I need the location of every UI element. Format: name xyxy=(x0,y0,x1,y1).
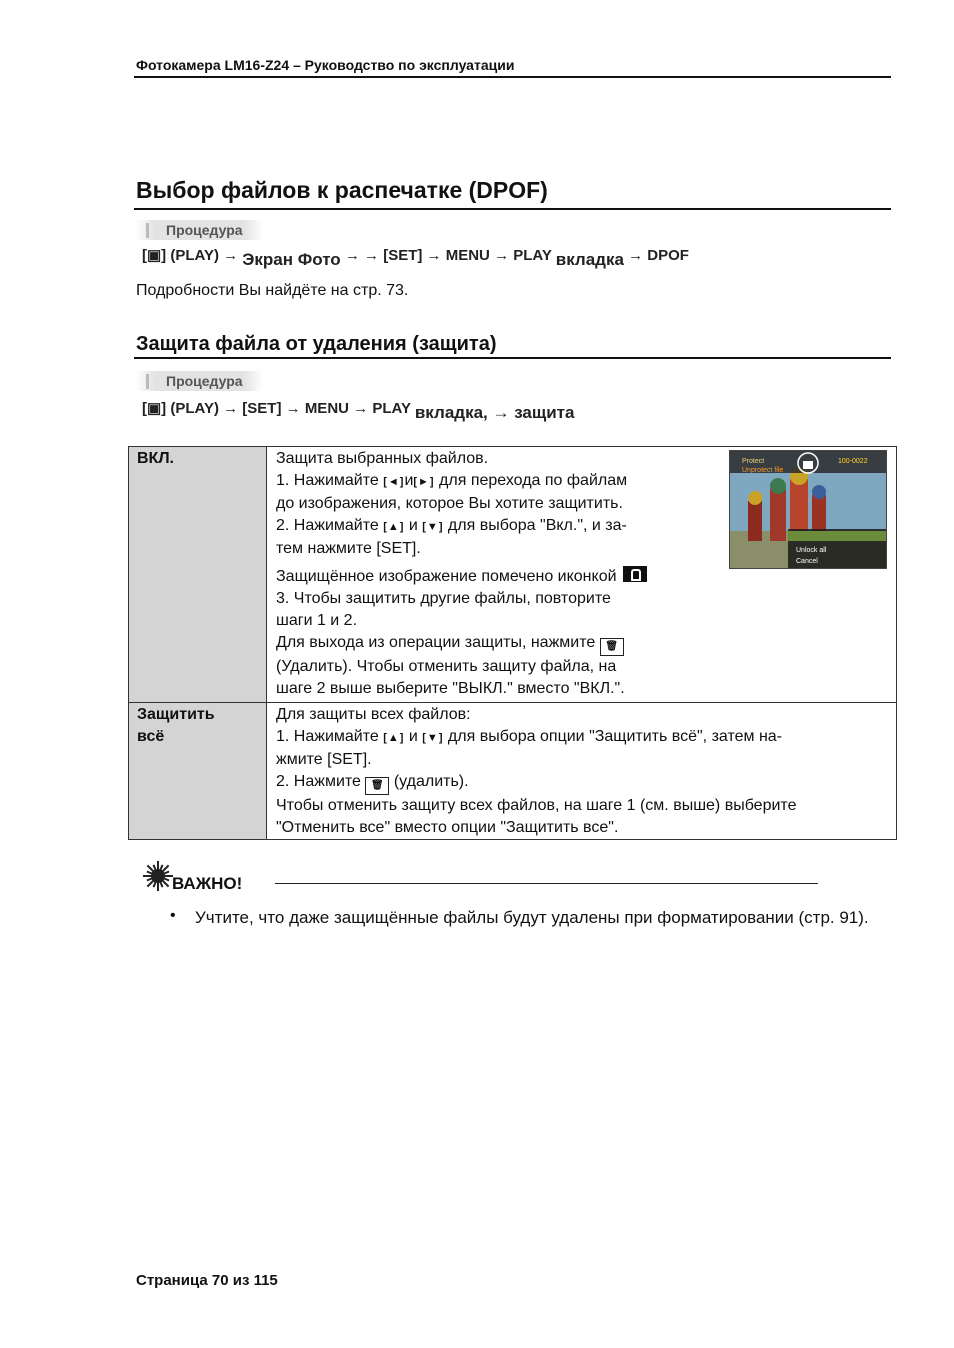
text-line: Для защиты всех файлов: xyxy=(276,706,471,723)
table-row xyxy=(129,703,897,840)
text-line: жмите [SET]. xyxy=(276,751,372,768)
row-label-text: всё xyxy=(137,728,165,745)
trash-icon: 🗑 xyxy=(600,638,624,656)
row-description xyxy=(267,703,897,840)
path-step: [▣] (PLAY) xyxy=(142,247,219,264)
row-label-text: Защитить xyxy=(137,706,215,723)
text-line: шаги 1 и 2. xyxy=(276,612,358,629)
procedure-path-dpof xyxy=(142,245,689,269)
header-rule xyxy=(134,76,891,78)
text-line: Чтобы отменить защиту всех файлов, на шаге 1 (см. выше) выберите xyxy=(276,797,797,814)
text-line: до изображения, которое Вы хотите защитить. xyxy=(276,495,623,512)
camera-screen-illustration xyxy=(730,451,886,568)
procedure-label: Процедура xyxy=(166,222,243,238)
trash-icon: 🗑 xyxy=(365,777,389,795)
page-footer: Страница 70 из 115 xyxy=(136,1272,278,1289)
text-line: "Отменить все" вместо опции "Защитить все". xyxy=(276,819,619,836)
screen-option-unlock-all: Unlock all xyxy=(796,547,827,554)
text-line: 2. Нажмите 🗑 (удалить). xyxy=(276,771,888,795)
text-line: Защищённое изображение помечено иконкой xyxy=(276,566,888,588)
up-button-icon: [▲] xyxy=(383,732,405,744)
up-button-icon: [▲] xyxy=(383,521,405,533)
path-arrow: → xyxy=(426,247,442,264)
important-star-icon xyxy=(142,860,174,892)
text-line: шаге 2 выше выберите "ВЫКЛ." вместо "ВКЛ.". xyxy=(276,680,625,697)
right-button-icon: [►] xyxy=(413,476,435,488)
screen-counter: 100-0022 xyxy=(838,458,868,465)
down-button-icon: [▼] xyxy=(422,732,444,744)
path-step: Экран Фото xyxy=(242,250,341,269)
important-rule xyxy=(275,883,818,884)
row-label xyxy=(129,703,267,840)
bullet-marker: • xyxy=(170,907,176,924)
section-rule xyxy=(134,208,891,210)
procedure-label: Процедура xyxy=(166,373,243,389)
lock-icon xyxy=(623,566,647,582)
path-step: MENU xyxy=(304,400,349,417)
procedure-tag xyxy=(136,220,263,240)
text-line: 1. Нажимайте [◄]и[►] для перехода по файлам xyxy=(276,472,628,489)
path-arrow: → xyxy=(223,400,239,417)
reference-text: Подробности Вы найдёте на стр. 73. xyxy=(136,282,409,299)
procedure-tag xyxy=(136,371,263,391)
path-step: [▣] (PLAY) xyxy=(142,400,219,417)
path-arrow: → xyxy=(285,400,301,417)
row-label-text: ВКЛ. xyxy=(137,450,174,467)
path-step: вкладка xyxy=(555,250,624,269)
camera-screen-image xyxy=(729,450,887,569)
text-line: (Удалить). Чтобы отменить защиту файла, на xyxy=(276,658,617,675)
section-title-protect: Защита файла от удаления (защита) xyxy=(136,333,497,355)
section-rule xyxy=(134,357,891,359)
path-arrow: → xyxy=(628,247,644,264)
path-arrow: → xyxy=(223,247,239,264)
path-arrow: → xyxy=(494,247,510,264)
screen-subtitle: Unprotect file xyxy=(742,467,784,474)
path-step: DPOF xyxy=(647,247,689,264)
path-step: вкладка, → защита xyxy=(414,403,575,422)
text-line: 3. Чтобы защитить другие файлы, повторите xyxy=(276,590,611,607)
down-button-icon: [▼] xyxy=(422,521,444,533)
text-line: 2. Нажимайте [▲] и [▼] для выбора "Вкл.", и за- xyxy=(276,517,627,534)
text-line: Защита выбранных файлов. xyxy=(276,450,489,467)
procedure-path-protect xyxy=(142,398,575,422)
path-step: PLAY xyxy=(513,247,552,264)
row-label xyxy=(129,447,267,703)
screen-lock-icon xyxy=(803,461,813,469)
path-arrow: → → xyxy=(344,247,380,264)
text-line: 1. Нажимайте [▲] и [▼] для выбора опции "Защитить всё", затем на- xyxy=(276,728,783,745)
text-line: тем нажмите [SET]. xyxy=(276,540,421,557)
path-step: [SET] xyxy=(383,247,423,264)
text-line: Для выхода из операции защиты, нажмите 🗑 xyxy=(276,632,888,656)
running-header: Фотокамера LM16-Z24 – Руководство по эксплуатации xyxy=(136,57,515,73)
path-step: MENU xyxy=(445,247,490,264)
important-note: Учтите, что даже защищённые файлы будут удалены при форматировании (стр. 91). xyxy=(195,908,869,927)
important-label: ВАЖНО! xyxy=(172,874,243,893)
path-step: PLAY xyxy=(372,400,411,417)
path-step: [SET] xyxy=(242,400,282,417)
screen-option-cancel: Cancel xyxy=(796,558,818,565)
screen-title: Protect xyxy=(742,458,765,465)
left-button-icon: [◄] xyxy=(383,476,405,488)
section-title-dpof: Выбор файлов к распечатке (DPOF) xyxy=(136,177,548,203)
path-arrow: → xyxy=(353,400,369,417)
